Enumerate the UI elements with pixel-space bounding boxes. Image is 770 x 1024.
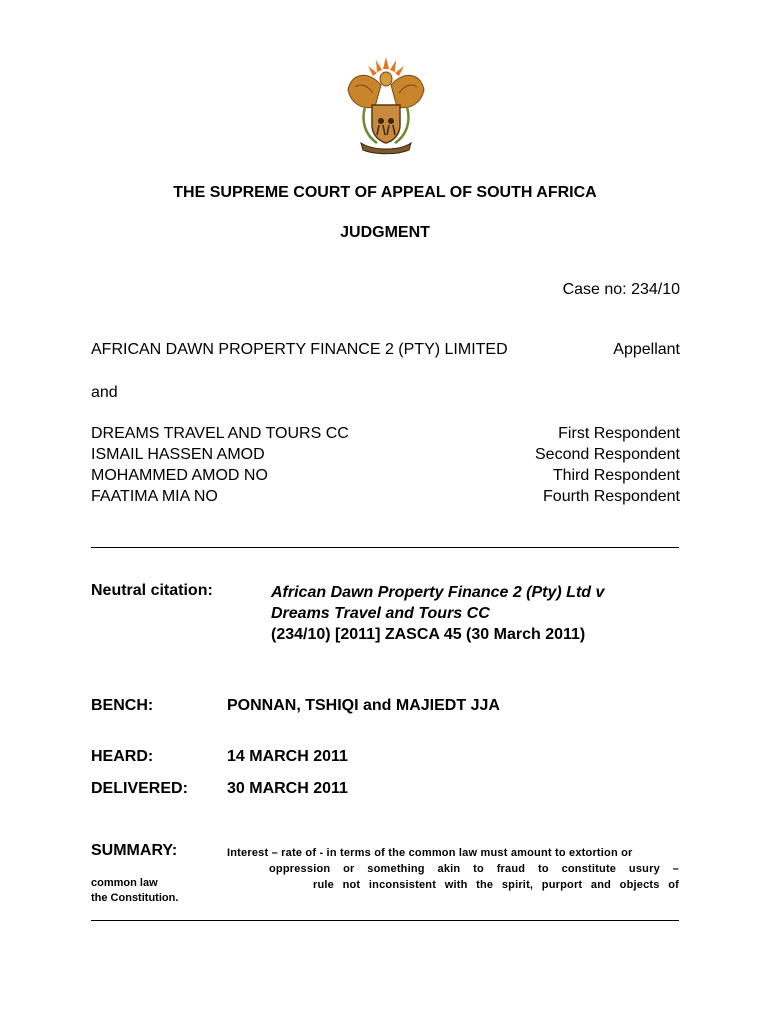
respondent-3-role: Third Respondent (552, 467, 680, 484)
respondent-3-name: MOHAMMED AMOD NO (91, 467, 268, 484)
neutral-citation-label: Neutral citation: (91, 582, 213, 599)
heard-value: 14 MARCH 2011 (227, 748, 348, 765)
appellant-name: AFRICAN DAWN PROPERTY FINANCE 2 (PTY) LIMITED (91, 341, 508, 358)
respondent-4-name: FAATIMA MIA NO (91, 488, 218, 505)
document-type: JUDGMENT (340, 224, 430, 241)
citation-line-1: African Dawn Property Finance 2 (Pty) Ltd v (271, 584, 605, 601)
delivered-value: 30 MARCH 2011 (227, 780, 348, 797)
summary-label: SUMMARY: (91, 842, 178, 859)
bench-value: PONNAN, TSHIQI and MAJIEDT JJA (227, 697, 500, 714)
summary-line-2: oppression or something akin to fraud to constitute usury – (269, 863, 679, 875)
bench-label: BENCH: (91, 697, 154, 714)
citation-line-3: (234/10) [2011] ZASCA 45 (30 March 2011) (271, 626, 586, 643)
summary-line-3-left: common law (91, 877, 158, 889)
respondent-2-role: Second Respondent (535, 446, 680, 463)
delivered-label: DELIVERED: (91, 780, 188, 797)
respondent-1-role: First Respondent (558, 425, 680, 442)
summary-line-3-right: rule not inconsistent with the spirit, purport and objects of (313, 879, 679, 891)
and-label: and (91, 384, 118, 401)
respondent-1-name: DREAMS TRAVEL AND TOURS CC (91, 425, 349, 442)
citation-line-2: Dreams Travel and Tours CC (271, 605, 490, 622)
respondent-2-name: ISMAIL HASSEN AMOD (91, 446, 265, 463)
appellant-role: Appellant (613, 341, 680, 358)
court-title: THE SUPREME COURT OF APPEAL OF SOUTH AFRICA (173, 184, 597, 201)
summary-line-4: the Constitution. (91, 892, 179, 904)
summary-line-1: Interest – rate of - in terms of the common law must amount to extortion or (227, 847, 633, 859)
respondent-4-role: Fourth Respondent (543, 488, 680, 505)
case-number: Case no: 234/10 (562, 281, 680, 298)
summary-text (227, 845, 679, 893)
bottom-divider-line (91, 920, 679, 921)
divider-line (91, 547, 679, 548)
heard-label: HEARD: (91, 748, 154, 765)
coat-of-arms-logo (343, 55, 429, 155)
neutral-citation-value (271, 582, 679, 645)
